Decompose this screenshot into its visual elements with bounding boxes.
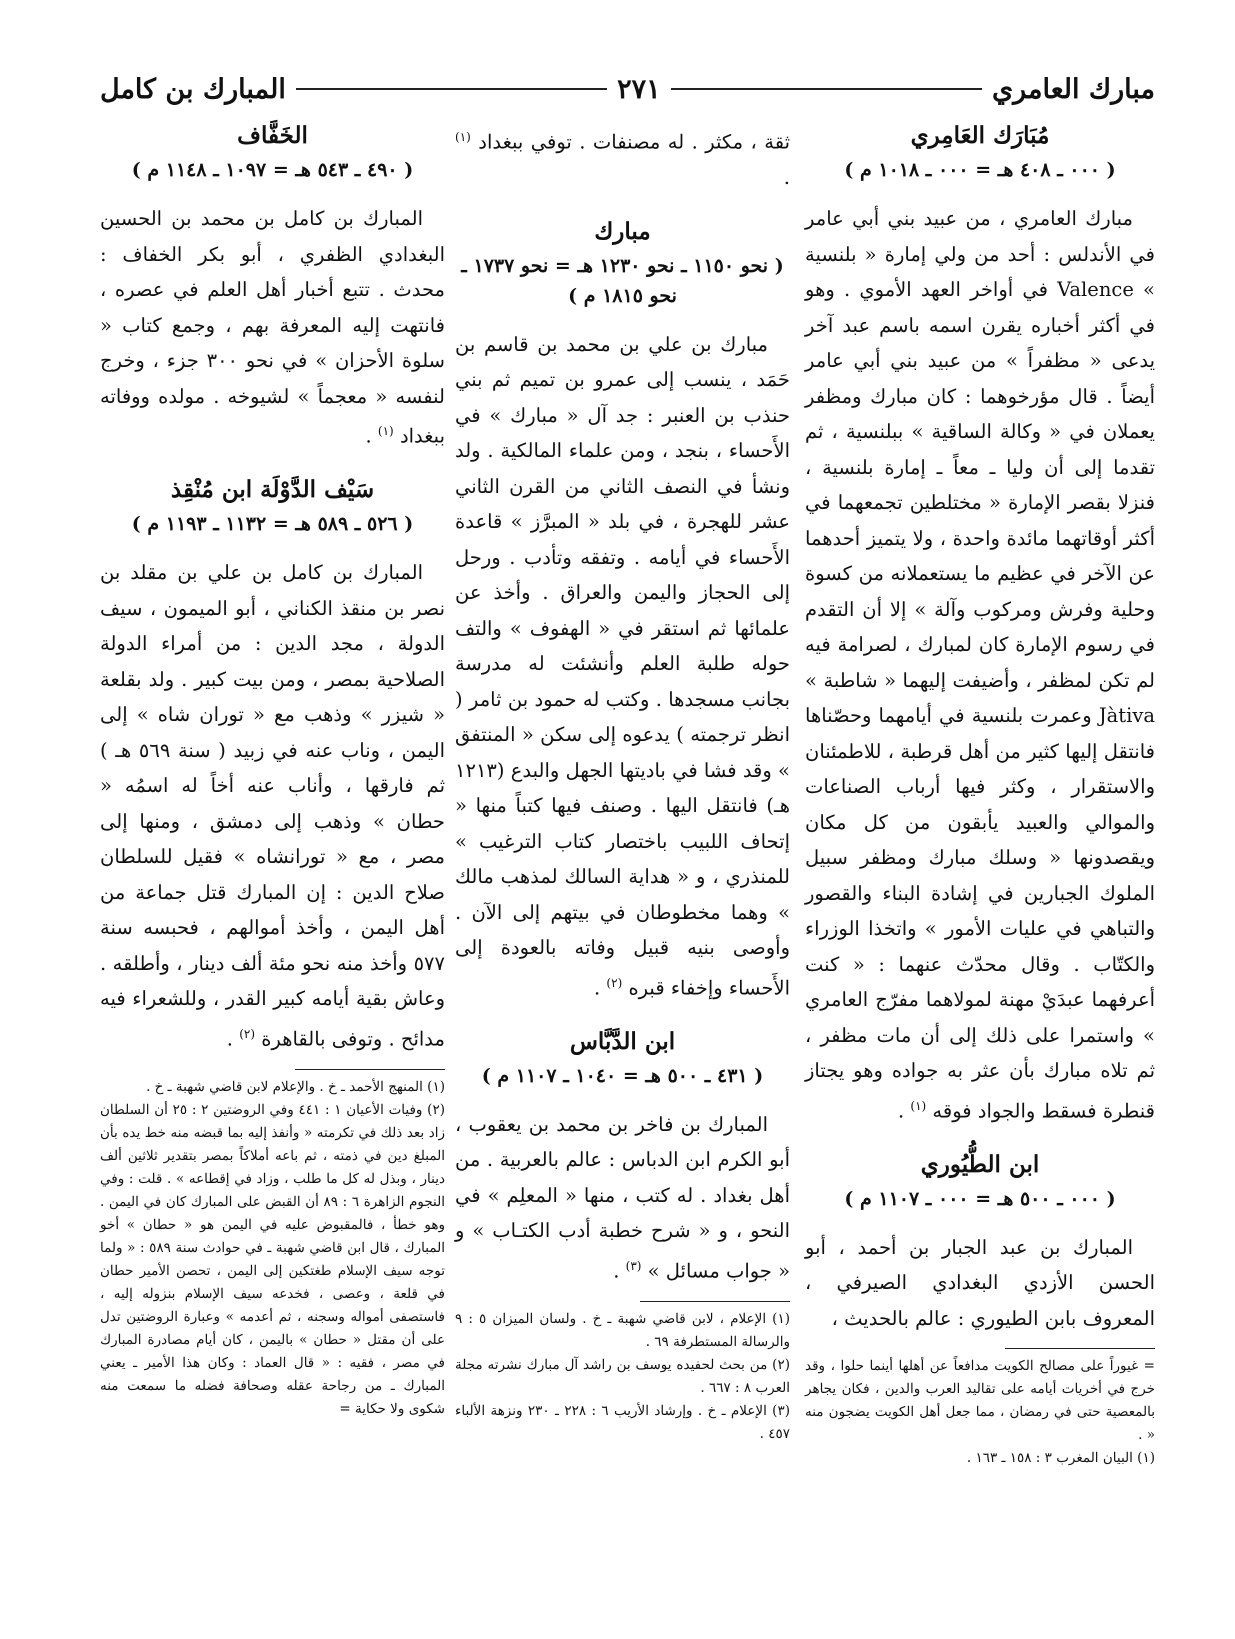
entry-text: مبارك بن علي بن محمد بن قاسم بن حَمَد ، ينسب إلى عمرو بن تميم ثم بني حنذب بن العنبر : جد آل « مبارك » في الأَحساء ، بنجد ، ومن علماء المالكية . ولد ونشأ في النصف الثاني من القرن الثاني عشر للهجرة ، في بلد « المبرَّز » قاعدة الأَحساء في أيامه . وتفقه وتأدب . ورحل إلى الحجاز واليمن والعراق . وأخذ عن علمائها ثم استقر في « الهفوف » والتف حوله طلبة العلم وأنشئت له مدرسة بجانب مسجدها . وكتب له حمود بن ثامر ( انظر ترجمته ) يدعوه إلى سكن « المنتفق » وقد فشا في باديتها الجهل والبدع (١٢١٣ هـ) فانتقل اليها . وصنف فيها كتباً منها « إتحاف اللبيب باختصار كتاب الترغيب » للمنذري ، و « هداية السالك لمذهب مالك » وهما مخطوطان في بيتهم إلى الآن . وأوصى بنيه قبيل وفاته بالعودة إلى الأَحساء وإخفاء قبره [455,332,790,999]
left-column [100,120,445,1569]
entry-title: مبارك [594,217,651,245]
footnote-divider [1005,1348,1155,1349]
footnote: (١) الإعلام ، لابن قاضي شهبة ـ خ . ولسان الميزان ٥ : ٩ والرسالة المستطرفة ٦٩ . [455,1310,790,1350]
entry-title: ابن الدَّبَّاس [569,1027,676,1055]
entry-text: المبارك بن كامل بن محمد بن الحسين البغدادي الظفري ، أبو بكر الخفاف : محدث . تتبع أخبار أهل العلم في عصره ، فانتهت إليه المعرفة بهم ، وجمع كتاب « سلوة الأحزان » في نحو ٣٠٠ جزء ، وخرج لنفسه « معجماً » لشيوخه . مولده ووفاته ببغداد [100,207,445,448]
entry-body: المبارك بن عبد الجبار بن أحمد ، أبو الحسن الأزدي البغدادي الصيرفي ، المعروف بابن الطيوري : عالم بالحديث ، [805,1235,1155,1330]
footnote-divider [295,1069,445,1070]
entry-dates: ( ٠٠٠ ـ ٤٠٨ هـ = ٠٠٠ ـ ١٠١٨ م ) [844,159,1116,181]
entry-body: مبارك العامري ، من عبيد بني أبي عامر في الأندلس : أحد من ولي إمارة « بلنسية » Valence في أواخر العهد الأموي . وهو في أكثر أخباره يقرن اسمه باسم عبد آخر يدعى « مظفراً » من عبيد بني أبي عامر أيضاً . قال مؤرخوهما : كان مبارك ومظفر يعملان في « وكالة الساقية » ببلنسية ، ثم تقدما إلى أن وليا ـ معاً ـ إمارة بلنسية ، فنزلا بقصر الإمارة « مختلطين تجمعهما في أكثر أوقاتهما مائدة واحدة ، ولا يتميز أحدهما عن الآخر في عظيم ما يستعملانه من كسوة وحلية وفرش ومركوب وآلة » إلا أن التقدم في رسوم الإمارة كان لمبارك ، لصرامة فيه لم تكن لمظفر ، وأضيفت إليهما « شاطبة » Jàtiva وعمرت بلنسية في أيامهما وحصّناها فانتقل إليها كثير من أهل قرطبة ، للاطمئنان والاستقرار ، وكثر فيها أرباب الصناعات والموالي والعبيد يأبقون من كل مكان ويقصدونها « وسلك مبارك ومظفر سبيل الملوك الجبارين في إشادة البناء والقصور والتباهي في عليات الأمور » واتخذا الوزراء والكتّاب . وقال محدّث عنهما : « كنت أعرفهما عبدَيْ مهنة لمولاهما مفرّج العامري » واستمرا على ذلك إلى أن مات مظفر ، ثم تلاه مبارك بأن عثر به جواده وهو يجتاز قنطرة فسقط والجواد فوقه $^{(١)}$ . [805,207,1155,1122]
entry-dates: ( ٤٣١ ـ ٥٠٠ هـ = ١٠٤٠ ـ ١١٠٧ م ) [481,1064,764,1087]
entry-dates: ( ٠٠٠ ـ ٥٠٠ هـ = ٠٠٠ ـ ١١٠٧ م ) [844,1187,1116,1210]
entry-text: ثقة ، مكثر . له مصنفات . توفي ببغداد [478,130,791,154]
footnote-ref: (٣) [625,1258,642,1273]
header-right-title: مبارك العامري [991,73,1155,105]
header-left-title: المبارك بن كامل [100,73,286,105]
header-rule [671,88,982,90]
footnotes [805,1355,1155,1470]
footnote-ref: (١) [377,424,394,438]
entry-dates: ( ٥٢٦ ـ ٥٨٩ هـ = ١١٣٢ ـ ١١٩٣ م ) [131,513,414,535]
footnote: (٢) من بحث لحفيده يوسف بن راشد آل مبارك نشرته مجلة العرب ٨ : ٦٦٧ . [455,1356,790,1396]
running-header [100,64,1155,114]
entry-body: المبارك بن فاخر بن محمد بن يعقوب ، أبو الكرم ابن الدباس : عالم بالعربية . من أهل بغداد . له كتب ، منها « المعلِم » في النحو ، و « شرح خطبة أدب الكتـاب » و « جواب مسائل » $^{(٣)}$ . [455,1112,790,1282]
page-number: ٢٧١ [617,73,661,105]
footnotes [100,1076,445,1421]
footnote-divider [640,1301,790,1302]
footnote: = غيوراً على مصالح الكويت مدافعاً عن أهلها أينما حلوا ، وقد خرج في أخريات أيامه على تقاليد العرب والدين ، فكان يجاهر بالمعصية حتى في رمضان ، مما جعل أهل الكويت يضجون منه « . [805,1358,1155,1443]
footnote-ref: (٢) [239,1026,256,1041]
right-column [805,120,1155,1569]
footnote: (٢) وفيات الأعيان ١ : ٤٤١ وفي الروضتين ٢ : ٢٥ أن السلطان زاد بعد ذلك في تكرمته « وأنفذ إليه بما قبضه منه خط يده بأن المبلغ دين في ذمته ، ثم باعه أملاكاً بمصر بتقدير ثلاثين ألف دينار ، وبذل له كل ما طلب ، وزاد في إقطاعه » . قلت : وفي النجوم الزاهرة ٦ : ٨٩ أن القبض على المبارك كان في اليمن . وهو خطأ ، فالمقبوض عليه في اليمن هو « حطان » أخو المبارك ، قال ابن قاضي شهبة ـ في حوادث سنة ٥٨٩ : « ولما توجه سيف الإسلام طغتكين إلى اليمن ، تحصن الأمير حطان في قلعة ، وعصى ، فخدعه سيف الإسلام بنزوله إليه ، فاستصفى أمواله وسجنه ، ثم أعدمه » وعبارة الروضتين تدل على أن مقتل « حطان » باليمن ، كان أيام مصادرة المبارك في مصر ، فقيه : « قال العماد : وكان هذا الأمير ـ يعني المبارك ـ من رجاحة عقله وصحافة فضله ما سمعت منه شكوى ولا حكاية = [100,1101,445,1417]
header-rule [296,88,607,90]
entry-dates: ( نحو ١١٥٠ ـ نحو ١٢٣٠ هـ = نحو ١٧٣٧ ـ نحو ١٨١٥ م ) [461,254,784,307]
footnotes [455,1308,790,1446]
entry-text: المبارك بن كامل بن علي بن مقلد بن نصر بن منقذ الكناني ، أبو الميمون ، سيف الدولة ، مجد الدين : من أمراء الدولة الصلاحية بمصر ، ومن بيت كبير . ولد بقلعة « شيزر » وذهب مع « توران شاه » إلى اليمن ، وناب عنه في زبيد ( سنة ٥٦٩ هـ ) ثم فارقها ، وأناب عنه أخاً له اسمُه « حطان » وذهب إلى دمشق ، ومنها إلى مصر ، مع « تورانشاه » فقيل للسلطان صلاح الدين : إن المبارك قتل جماعة من أهل اليمن ، وأخذ أموالهم ، فحبسه سنة ٥٧٧ وأخذ منه نحو مئة ألف دينار ، وأطلقه . وعاش بقية أيامه كبير القدر ، وللشعراء فيه مدائح . وتوفى بالقاهرة [100,561,445,1050]
entry-title: ابن الطُّيُوري [920,1150,1040,1178]
entry-body: مبارك بن علي بن محمد بن قاسم بن حَمَد ، ينسب إلى عمرو بن تميم ثم بني حنذب بن العنبر : جد آل « مبارك » في الأَحساء ، بنجد ، ومن علماء المالكية . ولد ونشأ في النصف الثاني من القرن الثاني عشر للهجرة ، في بلد « المبرَّز » قاعدة الأَحساء في أيامه . وتفقه وتأدب . ورحل إلى الحجاز واليمن والعراق . وأخذ عن علمائها ثم استقر في « الهفوف » والتف حوله طلبة العلم وأنشئت له مدرسة بجانب مسجدها . وكتب له حمود بن ثامر ( انظر ترجمته ) يدعوه إلى سكن « المنتفق » وقد فشا في باديتها الجهل والبدع (١٢١٣ هـ) فانتقل اليها . وصنف فيها كتباً منها « إتحاف اللبيب باختصار كتاب الترغيب » للمنذري ، و « هداية السالك لمذهب مالك » وهما مخطوطان في بيتهم إلى الآن . وأوصى بنيه قبيل وفاته بالعودة إلى الأَحساء وإخفاء قبره $^{(٢)}$ . [455,332,790,999]
footnote-ref: (٢) [606,975,623,990]
middle-column [455,120,790,1569]
entry-text: المبارك بن فاخر بن محمد بن يعقوب ، أبو الكرم ابن الدباس : عالم بالعربية . من أهل بغداد . له كتب ، منها « المعلِم » في النحو ، و « شرح خطبة أدب الكتـاب » و « جواب مسائل » [455,1112,790,1282]
entry-title: مُبَارَك العَامِري [910,122,1050,149]
entry-body: المبارك بن كامل بن علي بن مقلد بن نصر بن منقذ الكناني ، أبو الميمون ، سيف الدولة ، مجد الدين : من أمراء الدولة الصلاحية بمصر ، ومن بيت كبير . ولد بقلعة « شيزر » وذهب مع « توران شاه » إلى اليمن ، وناب عنه في زبيد ( سنة ٥٦٩ هـ ) ثم فارقها ، وأناب عنه أخاً له اسمُه « حطان » وذهب إلى دمشق ، ومنها إلى مصر ، مع « تورانشاه » فقيل للسلطان صلاح الدين : إن المبارك قتل جماعة من أهل اليمن ، وأخذ أموالهم ، فحبسه سنة ٥٧٧ وأخذ منه نحو مئة ألف دينار ، وأطلقه . وعاش بقية أيامه كبير القدر ، وللشعراء فيه مدائح . وتوفى بالقاهرة $^{(٢)}$ . [100,561,445,1050]
entry-body: المبارك بن كامل بن محمد بن الحسين البغدادي الظفري ، أبو بكر الخفاف : محدث . تتبع أخبار أهل العلم في عصره ، فانتهت إليه المعرفة بهم ، وجمع كتاب « سلوة الأحزان » في نحو ٣٠٠ جزء ، وخرج لنفسه « معجماً » لشيوخه . مولده ووفاته ببغداد $^{(١)}$ . [100,207,445,448]
footnote-ref: (١) [910,1098,927,1113]
continuation-text: ثقة ، مكثر . له مصنفات . توفي ببغداد $^{(١)}$ . [455,130,791,189]
footnote: (١) المنهج الأحمد ـ خ . والإعلام لابن قاضي شهبة ـ خ . [146,1078,445,1095]
footnote-ref: (١) [455,130,471,144]
entry-title: سَيْف الدَّوْلَة ابن مُنْقِذ [170,476,375,503]
entry-dates: ( ٤٩٠ ـ ٥٤٣ هـ = ١٠٩٧ ـ ١١٤٨ م ) [131,159,414,181]
entry-text: مبارك العامري ، من عبيد بني أبي عامر في الأندلس : أحد من ولي إمارة « بلنسية » Valence في أواخر العهد الأموي . وهو في أكثر أخباره يقرن اسمه باسم عبد آخر يدعى « مظفراً » من عبيد بني أبي عامر أيضاً . قال مؤرخوهما : كان مبارك ومظفر يعملان في « وكالة الساقية » ببلنسية ، ثم تقدما إلى أن وليا ـ معاً ـ إمارة بلنسية ، فنزلا بقصر الإمارة « مختلطين تجمعهما في أكثر أوقاتهما مائدة واحدة ، ولا يتميز أحدهما عن الآخر في عظيم ما يستعملانه من كسوة وحلية وفرش ومركوب وآلة » إلا أن التقدم في رسوم الإمارة كان لمبارك ، لصرامة فيه لم تكن لمظفر ، وأضيفت إليهما « شاطبة » Jàtiva وعمرت بلنسية في أيامهما وحصّناها فانتقل إليها كثير من أهل قرطبة ، للاطمئنان والاستقرار ، وكثر فيها أرباب الصناعات والموالي والعبيد يأبقون من كل مكان ويقصدونها « وسلك مبارك ومظفر سبيل الملوك الجبارين في إشادة البناء والقصور والتباهي في عليات الأمور » واتخذا الوزراء والكتّاب . وقال محدّث عنهما : « كنت أعرفهما عبدَيْ مهنة لمولاهما مفرّج العامري » واستمرا على ذلك إلى أن مات مظفر ، ثم تلاه مبارك بأن عثر به جواده وهو يجتاز قنطرة فسقط والجواد فوقه [805,207,1155,1122]
footnote: (١) البيان المغرب ٣ : ١٥٨ ـ ١٦٣ . [966,1450,1155,1466]
entry-title: الخَفَّاف [237,122,308,149]
footnote: (٣) الإعلام ـ خ . وإرشاد الأريب ٦ : ٢٢٨ ـ ٢٣٠ ونزهة الألباء ٤٥٧ . [455,1402,790,1442]
